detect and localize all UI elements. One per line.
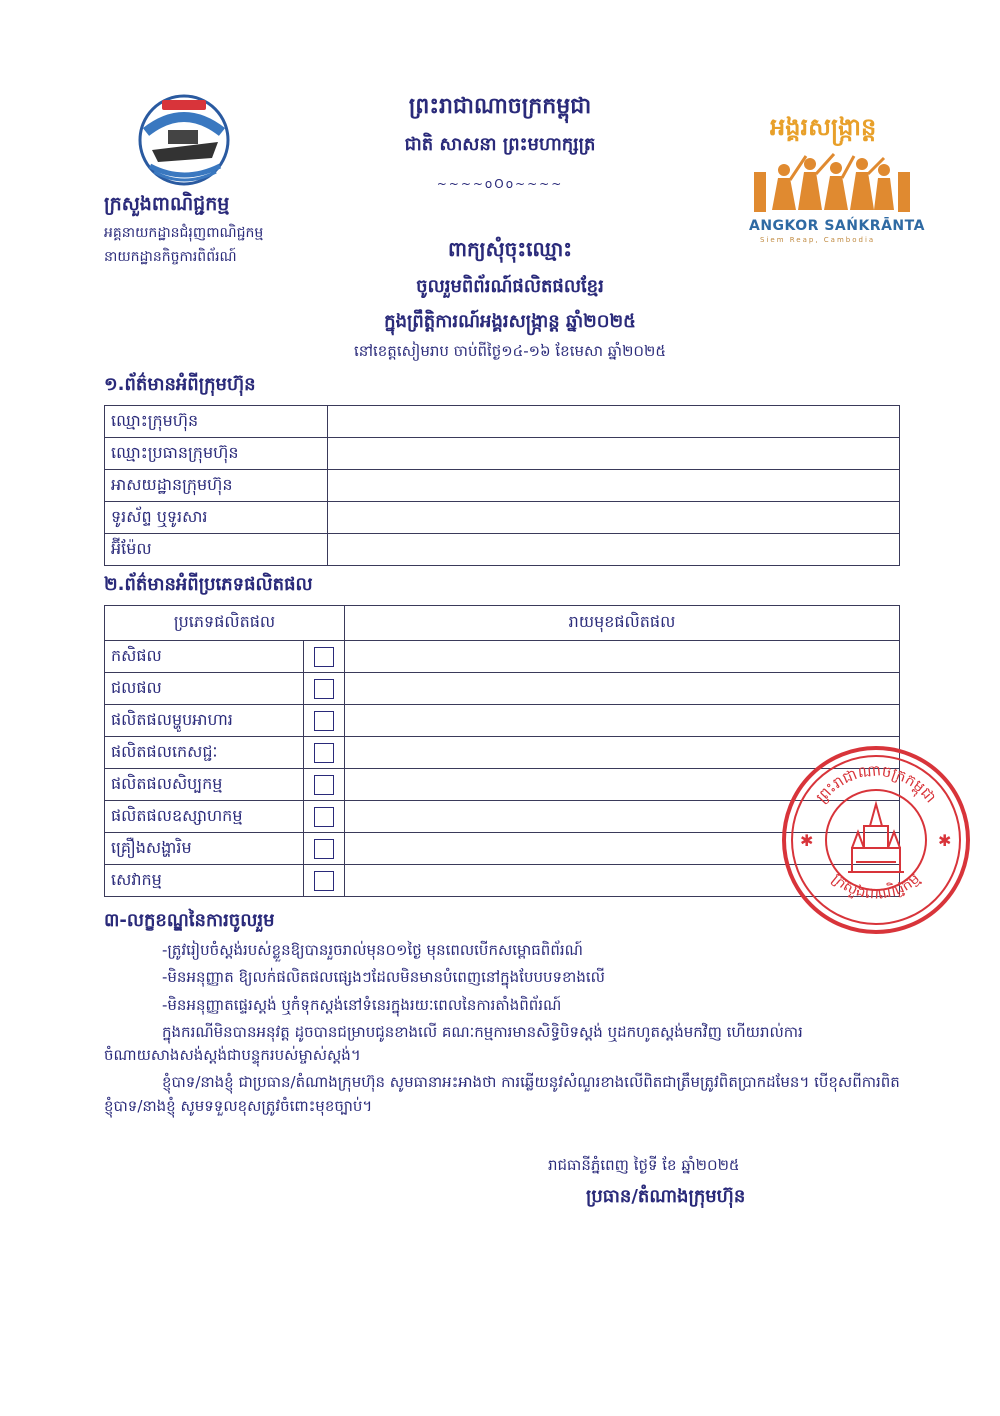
division-name: នាយកដ្ឋានកិច្ចការពិព័រណ៍ [104,249,237,265]
svg-text:ក្រសួងពាណិជ្ជកម្ម: ក្រសួងពាណិជ្ជកម្ម [828,869,924,903]
checkbox[interactable] [314,807,334,827]
section3-heading: ៣-លក្ខខណ្ឌនៃការចូលរួម [104,910,275,931]
table-row [105,438,900,470]
row-label: អាសយដ្ឋានក្រុមហ៊ុន [105,470,328,502]
penalty-paragraph: ក្នុងករណីមិនបានអនុវត្ត ដូចបានជម្រាបជូនខាងលើ គណៈកម្មការមានសិទ្ធិបិទស្តង់ ឬដកហូតស្តង់មកវិញ ហើយរាល់ការចំណាយសាងសង់ស្តង់ជាបន្ទុករបស់ម្ចាស់ស្តង់។ [104,1022,803,1064]
column-header-product-type: ប្រភេទផលិតផល [105,606,345,641]
table-row [105,502,900,534]
table-header-row [105,606,900,641]
product-type-label: កសិផល [105,641,304,673]
title-line-3: ក្នុងព្រឹត្តិការណ៍អង្គរសង្ក្រាន្ត ឆ្នាំ២០២៥ [384,311,636,332]
product-list-field[interactable] [345,673,900,705]
table-row [105,470,900,502]
checkbox[interactable] [314,871,334,891]
section1-heading: ១.ព័ត៌មានអំពីក្រុមហ៊ុន [104,374,256,395]
declaration-paragraph: ខ្ញុំបាទ/នាងខ្ញុំ ជាប្រធាន/តំណាងក្រុមហ៊ុន សូមធានាអះអាងថា ការឆ្លើយនូវសំណួរខាងលើពិតជាត្រឹមត្រូវពិតប្រាកដមែន។ បើខុសពីការពិត ខ្ញុំបាទ/នាងខ្ញុំ សូមទទួលខុសត្រូវចំពោះមុខច្បាប់។ [104,1073,900,1115]
column-header-product-list: រាយមុខផលិតផល [345,606,900,641]
row-label: ទូរស័ព្ទ ឬទូរសារ [105,502,328,534]
ornament-divider: ~~~~oOo~~~~ [436,177,564,191]
checkbox[interactable] [314,647,334,667]
angkor-dancers-logo [750,150,914,214]
svg-text:✱: ✱ [800,831,814,850]
kingdom-header [320,92,680,191]
condition-item: -ត្រូវរៀបចំស្តង់របស់ខ្លួនឱ្យបានរួចរាល់មុន០១ថ្ងៃ មុនពេលបើកសម្ពោធពិព័រណ៍ [162,941,583,959]
table-row [105,673,900,705]
official-stamp [778,742,974,938]
title-line-2: ចូលរួមពិព័រណ៍ផលិតផលខ្មែរ [416,276,604,297]
row-label: ឈ្មោះប្រធានក្រុមហ៊ុន [105,438,328,470]
row-label: ឈ្មោះក្រុមហ៊ុន [105,406,328,438]
angkor-logo-khmer: អង្គរសង្ក្រាន្ត [770,113,877,141]
kingdom-title: ព្រះរាជាណាចក្រកម្ពុជា [408,94,592,119]
checkbox[interactable] [314,711,334,731]
signature-label: ប្រធាន/តំណាងក្រុមហ៊ុន [586,1186,746,1207]
table-row [105,641,900,673]
title-line-1: ពាក្យសុំចុះឈ្មោះ [447,237,573,261]
ministry-name: ក្រសួងពាណិជ្ជកម្ម [104,193,230,215]
product-type-label: ជលផល [105,673,304,705]
svg-text:ព្រះរាជាណាចក្រកម្ពុជា: ព្រះរាជាណាចក្រកម្ពុជា [812,761,940,807]
angkor-logo-location: Siem Reap, Cambodia [760,236,876,244]
phone-field[interactable] [328,502,900,534]
company-name-field[interactable] [328,406,900,438]
department-name: អគ្គនាយកដ្ឋានជំរុញពាណិជ្ជកម្ម [104,225,264,241]
date-line: រាជធានីភ្នំពេញ ថ្ងៃទី ខែ ឆ្នាំ២០២៥ [548,1156,740,1174]
svg-text:✱: ✱ [938,831,952,850]
condition-item: -មិនអនុញ្ញាតផ្ទេរស្តង់ ឬកំទុកស្តង់នៅទំនេរក្នុងរយៈពេលនៃការតាំងពិព័រណ៍ [162,995,562,1014]
product-type-label: ផលិតផលម្ហូបអាហារ [105,705,304,737]
product-type-label: ផលិតផលឧស្សាហកម្ម [105,801,304,833]
table-row [105,705,900,737]
product-type-label: សេវាកម្ម [105,865,304,897]
product-type-label: ផលិតផលកេសជ្ជៈ [105,737,304,769]
company-info-table [104,405,900,566]
section2-heading: ២.ព័ត៌មានអំពីប្រភេទផលិតផល [104,574,313,595]
email-field[interactable] [328,534,900,566]
form-title [300,236,720,364]
director-name-field[interactable] [328,438,900,470]
checkbox[interactable] [314,839,334,859]
ministry-logo [132,92,236,188]
national-motto: ជាតិ សាសនា ព្រះមហាក្សត្រ [404,134,596,155]
checkbox[interactable] [314,679,334,699]
checkbox[interactable] [314,743,334,763]
product-list-field[interactable] [345,705,900,737]
table-row [105,534,900,566]
checkbox[interactable] [314,775,334,795]
product-type-label: ផលិតផលសិប្បកម្ម [105,769,304,801]
condition-item: -មិនអនុញ្ញាត ឱ្យលក់ផលិតផលផ្សេងៗដែលមិនមានបំពេញនៅក្នុងបែបបទខាងលើ [162,968,605,987]
row-label: អ៊ីម៉ែល [105,534,328,566]
product-list-field[interactable] [345,641,900,673]
address-field[interactable] [328,470,900,502]
table-row [105,406,900,438]
conditions-block [104,935,900,1118]
angkor-logo-english: ANGKOR SAŃKRĀNTA [749,218,925,234]
title-line-4: នៅខេត្តសៀមរាប ចាប់ពីថ្ងៃ១៤-១៦ ខែមេសា ឆ្នាំ២០២៥ [353,342,667,360]
product-type-label: គ្រឿងសង្ហារិម [105,833,304,865]
